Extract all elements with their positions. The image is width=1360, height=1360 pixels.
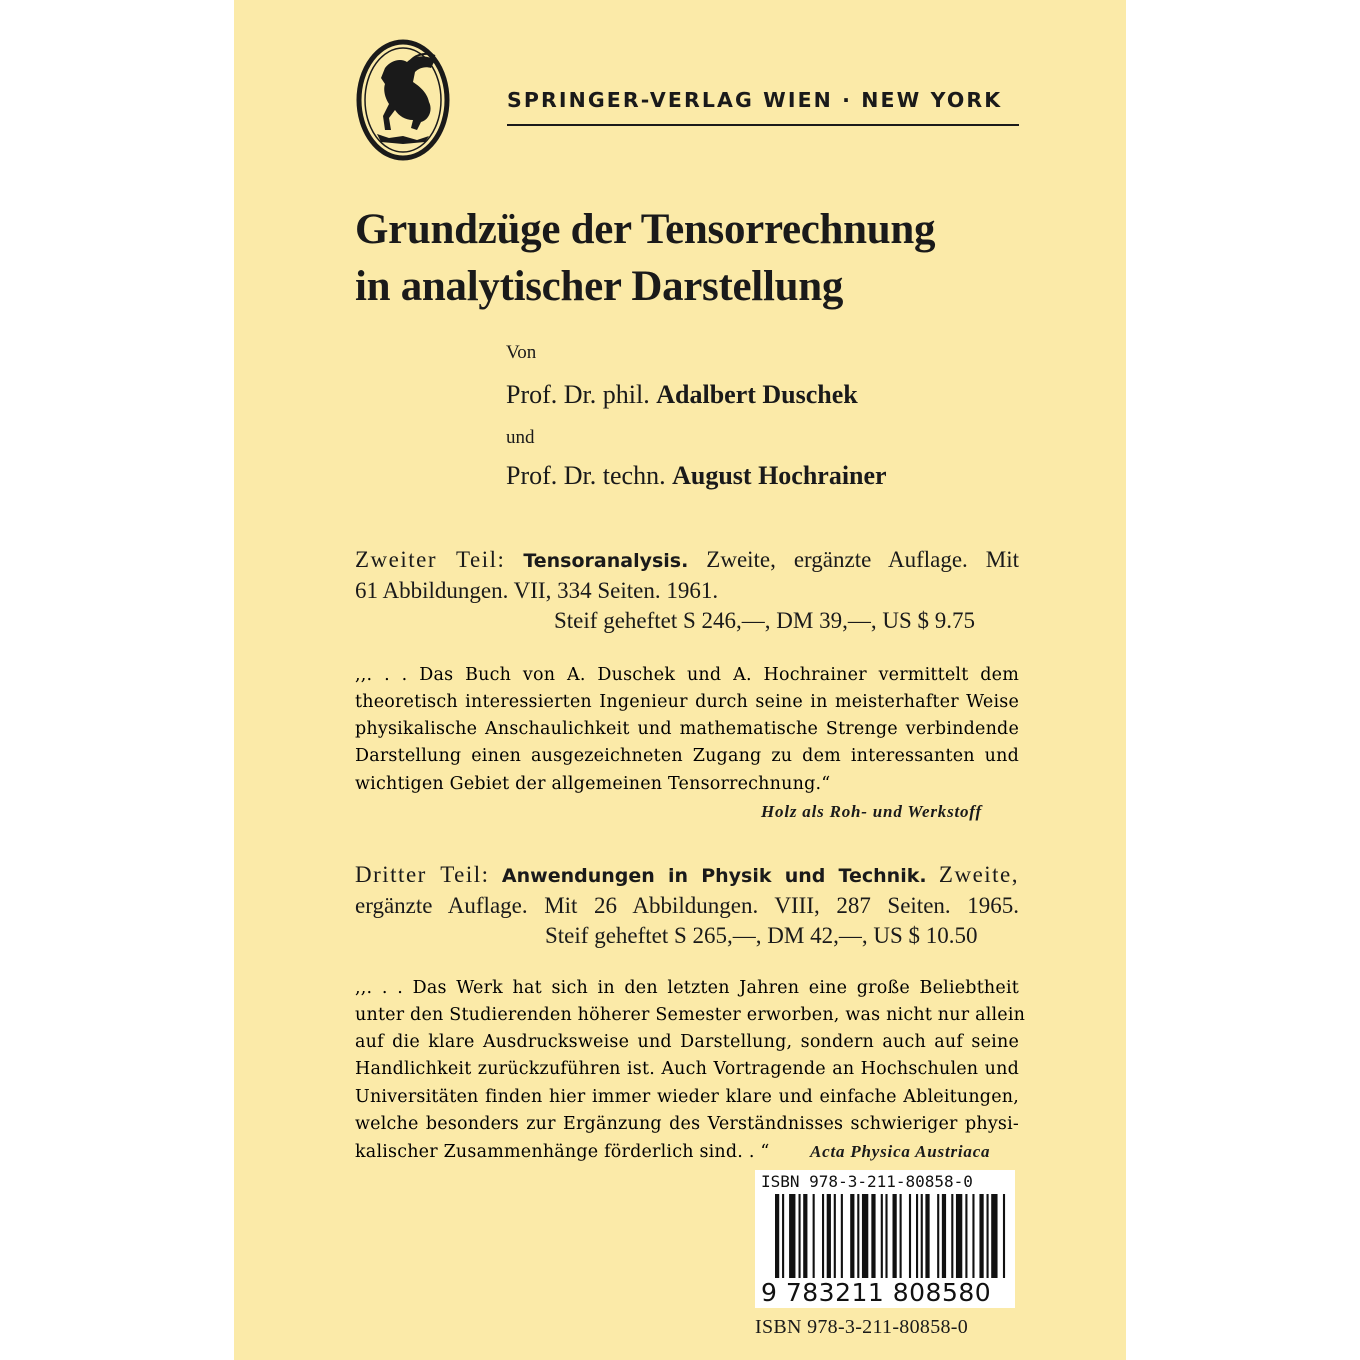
part-2-price: Steif geheftet S 246,—, DM 39,—, US $ 9.75 xyxy=(554,608,976,633)
quote-2-line-2: unter den Studierenden höherer Semester erworben, was nicht nur allein xyxy=(355,1005,1026,1025)
quote-2-line-5: Universitäten finden hier immer wieder klare und einfache Ableitungen, xyxy=(355,1087,1019,1107)
barcode-digits: 9 783211 808580 xyxy=(761,1278,992,1307)
author-1 xyxy=(506,380,858,410)
part-2-line-1 xyxy=(355,547,1019,573)
quote-2-line-3: auf die klare Ausdrucksweise und Darstellung, sondern auch auf seine xyxy=(355,1032,1019,1052)
part-3-line-2: ergänzte Auflage. Mit 26 Abbildungen. VIII, 287 Seiten. 1965. xyxy=(355,893,1019,918)
and-label: und xyxy=(506,427,535,448)
springer-horse-logo-icon xyxy=(355,38,451,162)
part-3-label: Dritter Teil: xyxy=(355,862,490,887)
quote-1-source: Holz als Roh- und Werkstoff xyxy=(761,802,982,821)
barcode-bars-icon xyxy=(761,1194,1009,1278)
quote-2-source: Acta Physica Austriaca xyxy=(810,1142,991,1161)
quote-1-line-3: physikalische Anschaulichkeit und mathematische Strenge verbindende xyxy=(355,719,1019,739)
part-2-edition: Zweite, ergänzte Auflage. Mit xyxy=(706,547,1019,572)
barcode-isbn: ISBN 978-3-211-80858-0 xyxy=(761,1172,973,1191)
book-title-line-1: Grundzüge der Tensorrechnung xyxy=(355,206,936,253)
quote-2-line-4: Handlichkeit zurückzuführen ist. Auch Vortragende an Hochschulen und xyxy=(355,1059,1019,1079)
part-3-edition: Zweite, xyxy=(938,862,1020,887)
quote-2-line-6: welche besonders zur Ergänzung des Verständnisses schwieriger physi- xyxy=(355,1114,1019,1134)
part-3-name: Anwendungen in Physik und Technik. xyxy=(501,865,927,887)
part-2-label: Zweiter Teil: xyxy=(355,547,506,572)
quote-2-line-7: kalischer Zusammenhänge förderlich sind. . “ xyxy=(355,1142,770,1162)
part-2-name: Tensoranalysis. xyxy=(523,550,689,572)
author-1-name: Adalbert Duschek xyxy=(656,380,858,409)
author-2-name: August Hochrainer xyxy=(672,461,887,490)
publisher-name: SPRINGER-VERLAG WIEN · NEW YORK xyxy=(507,88,1003,112)
quote-1-line-2: theoretisch interessierten Ingenieur durch seine in meisterhafter Weise xyxy=(355,692,1019,712)
part-3-line-1 xyxy=(355,862,1019,888)
barcode xyxy=(755,1170,1015,1308)
by-label: Von xyxy=(506,342,537,363)
part-3-price: Steif geheftet S 265,—, DM 42,—, US $ 10.50 xyxy=(545,923,978,948)
author-1-prefix: Prof. Dr. phil. xyxy=(506,380,650,409)
publisher-rule xyxy=(507,124,1019,126)
author-2 xyxy=(506,461,887,491)
quote-1-line-5: wichtigen Gebiet der allgemeinen Tensorrechnung.“ xyxy=(355,774,831,794)
part-2-line-2: 61 Abbildungen. VII, 334 Seiten. 1961. xyxy=(355,578,719,603)
quote-1-line-1: ,,. . . Das Buch von A. Duschek und A. Hochrainer vermittelt dem xyxy=(355,665,1019,685)
book-title-line-2: in analytischer Darstellung xyxy=(355,263,844,310)
quote-1-line-4: Darstellung einen ausgezeichneten Zugang zu dem interessanten und xyxy=(355,746,1019,766)
author-2-prefix: Prof. Dr. techn. xyxy=(506,461,666,490)
quote-2-line-1: ,,. . . Das Werk hat sich in den letzten Jahren eine große Beliebtheit xyxy=(355,978,1019,998)
isbn-number: ISBN 978-3-211-80858-0 xyxy=(755,1316,969,1338)
